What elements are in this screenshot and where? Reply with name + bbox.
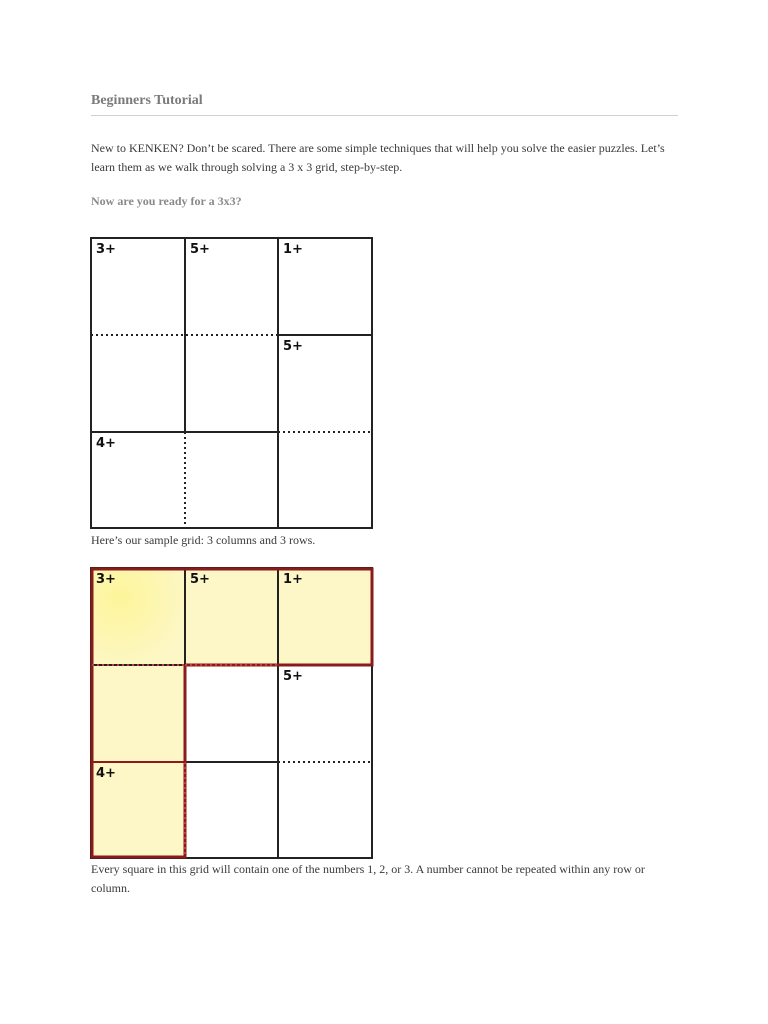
cage-label: 3+ [96, 242, 116, 257]
cage-label: 4+ [96, 436, 116, 451]
cage-label: 5+ [283, 669, 303, 684]
cage-label: 5+ [190, 572, 210, 587]
cage-label: 5+ [190, 242, 210, 257]
page-title: Beginners Tutorial [91, 93, 203, 108]
cage-label: 5+ [283, 339, 303, 354]
cage-label: 3+ [96, 572, 116, 587]
grid-caption: Here’s our sample grid: 3 columns and 3 rows. [91, 533, 316, 547]
intro-paragraph: New to KENKEN? Don’t be scared. There are some simple techniques that will help you solve the easier puzzles. Let’s learn them as we walk through solving a 3 x 3 grid, step-by-step. [91, 141, 665, 174]
highlight-cell [92, 665, 185, 762]
section-subheading: Now are you ready for a 3x3? [91, 194, 242, 208]
cage-label: 1+ [283, 572, 303, 587]
cage-label: 1+ [283, 242, 303, 257]
cage-label: 4+ [96, 766, 116, 781]
kenken-grid-highlighted [90, 567, 372, 859]
kenken-grid-sample [90, 237, 372, 529]
title-divider [91, 115, 678, 116]
grid-caption: Every square in this grid will contain one of the numbers 1, 2, or 3. A number cannot be repeated within any row or column. [91, 862, 645, 895]
